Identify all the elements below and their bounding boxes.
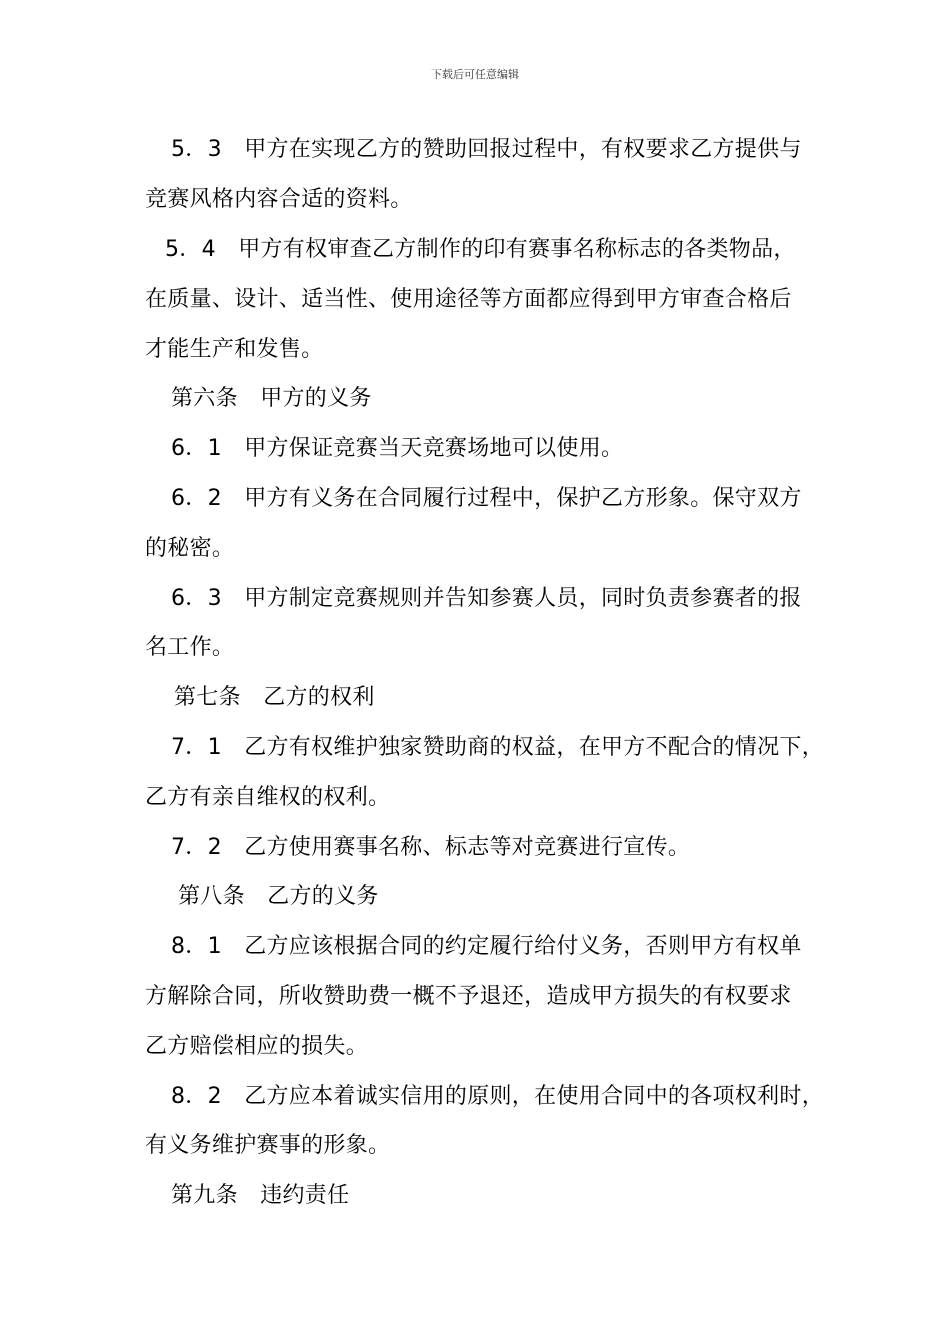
clause-8-1-line-3: 乙方赔偿相应的损失。 xyxy=(145,1034,369,1059)
clause-5-4-line-3: 才能生产和发售。 xyxy=(145,337,324,362)
article-7-heading: 第七条 乙方的权利 xyxy=(174,685,375,710)
clause-7-1-line-2: 乙方有亲自维权的权利。 xyxy=(145,785,391,810)
clause-6-3-line-2: 名工作。 xyxy=(145,635,235,660)
clause-8-1-line-1: 8．1 乙方应该根据合同的约定履行给付义务，否则甲方有权单 xyxy=(171,934,802,959)
clause-7-2-line-1: 7．2 乙方使用赛事名称、标志等对竞赛进行宣传。 xyxy=(171,835,691,860)
article-6-heading: 第六条 甲方的义务 xyxy=(171,386,372,411)
clause-5-4-line-2: 在质量、设计、适当性、使用途径等方面都应得到甲方审查合格后 xyxy=(145,287,792,312)
clause-5-4-line-1: 5．4 甲方有权审查乙方制作的印有赛事名称标志的各类物品， xyxy=(165,237,796,262)
clause-6-1-line-1: 6．1 甲方保证竞赛当天竞赛场地可以使用。 xyxy=(171,436,624,461)
clause-5-3-line-1: 5．3 甲方在实现乙方的赞助回报过程中，有权要求乙方提供与 xyxy=(171,137,802,162)
clause-8-2-line-1: 8．2 乙方应本着诚实信用的原则，在使用合同中的各项权利时， xyxy=(171,1084,824,1109)
article-9-heading: 第九条 违约责任 xyxy=(171,1183,350,1208)
clause-5-3-line-2: 竞赛风格内容合适的资料。 xyxy=(145,187,413,212)
article-8-heading: 第八条 乙方的义务 xyxy=(178,884,379,909)
clause-6-3-line-1: 6．3 甲方制定竞赛规则并告知参赛人员，同时负责参赛者的报 xyxy=(171,586,802,611)
clause-7-1-line-1: 7．1 乙方有权维护独家赞助商的权益，在甲方不配合的情况下， xyxy=(171,735,824,760)
clause-6-2-line-1: 6．2 甲方有义务在合同履行过程中，保护乙方形象。保守双方 xyxy=(171,486,802,511)
clause-8-1-line-2: 方解除合同，所收赞助费一概不予退还，造成甲方损失的有权要求 xyxy=(145,984,792,1009)
clause-8-2-line-2: 有义务维护赛事的形象。 xyxy=(145,1133,391,1158)
clause-6-2-line-2: 的秘密。 xyxy=(145,536,235,561)
page-header-note: 下载后可任意编辑 xyxy=(431,68,519,81)
